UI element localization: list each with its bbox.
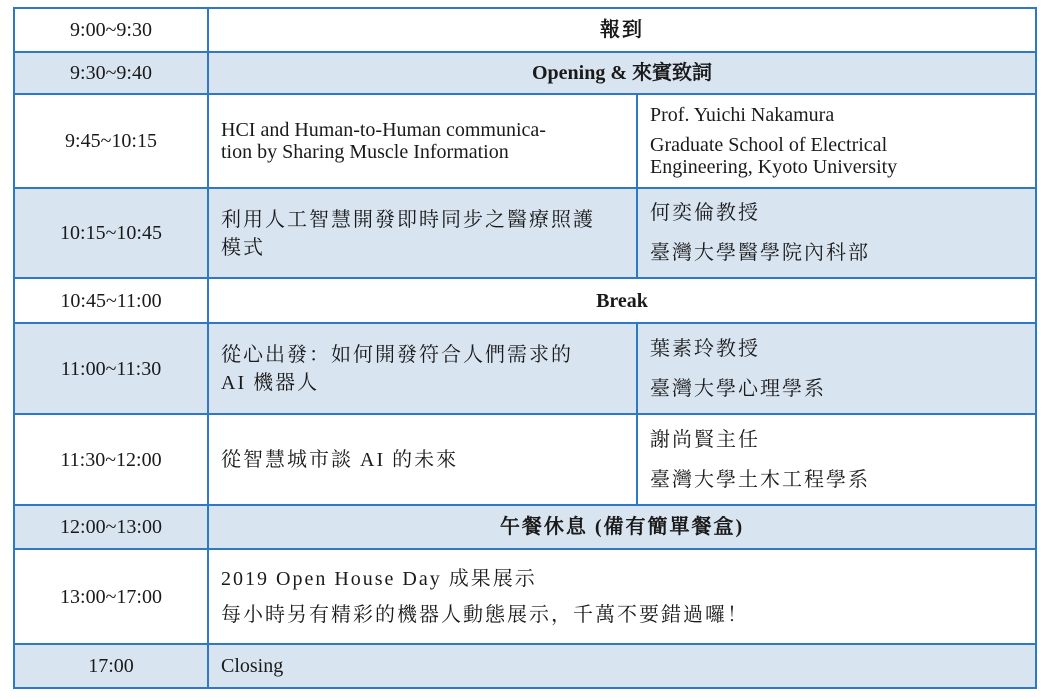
speaker-name: 謝尚賢主任 bbox=[650, 428, 760, 451]
agenda-row-talk bbox=[14, 188, 1036, 278]
agenda-row-talk bbox=[14, 323, 1036, 414]
speaker-name: 葉素玲教授 bbox=[650, 337, 760, 360]
speaker-cell bbox=[637, 323, 1036, 414]
agenda-row-talk bbox=[14, 94, 1036, 188]
talk-title-line: 利用人工智慧開發即時同步之醫療照護 bbox=[221, 209, 595, 231]
talk-title-cell bbox=[208, 323, 637, 414]
speaker-name: 何奕倫教授 bbox=[650, 202, 760, 224]
time-cell: 13:00~17:00 bbox=[14, 549, 208, 644]
time-cell: 11:30~12:00 bbox=[14, 414, 208, 505]
open-house-line: 2019 Open House Day 成果展示 bbox=[221, 567, 537, 590]
talk-title-cell: 從智慧城市談 AI 的未來 bbox=[208, 414, 637, 505]
time-cell: 12:00~13:00 bbox=[14, 505, 208, 549]
speaker-cell bbox=[637, 414, 1036, 505]
speaker-cell bbox=[637, 94, 1036, 188]
agenda-row-checkin bbox=[14, 8, 1036, 52]
speaker-affiliation: 臺灣大學土木工程學系 bbox=[650, 468, 870, 491]
open-house-cell bbox=[208, 549, 1036, 644]
speaker-name: Prof. Yuichi Nakamura bbox=[650, 104, 835, 126]
event-cell: 午餐休息 (備有簡單餐盒) bbox=[208, 505, 1036, 549]
agenda-row-talk bbox=[14, 414, 1036, 505]
speaker-affiliation-line: Graduate School of Electrical bbox=[650, 134, 888, 156]
time-cell: 17:00 bbox=[14, 644, 208, 688]
talk-title-line: AI 機器人 bbox=[221, 372, 320, 394]
open-house-line: 每小時另有精彩的機器人動態展示，千萬不要錯過囉！ bbox=[221, 603, 749, 626]
agenda-row-closing bbox=[14, 644, 1036, 688]
talk-title-line: 從心出發：如何開發符合人們需求的 bbox=[221, 344, 573, 366]
speaker-affiliation: 臺灣大學心理學系 bbox=[650, 377, 826, 400]
closing-cell: Closing bbox=[208, 644, 1036, 688]
time-cell: 11:00~11:30 bbox=[14, 323, 208, 414]
time-cell: 9:00~9:30 bbox=[14, 8, 208, 52]
event-cell: 報到 bbox=[208, 8, 1036, 52]
talk-title-cell bbox=[208, 94, 637, 188]
speaker-affiliation: 臺灣大學醫學院內科部 bbox=[650, 242, 870, 264]
time-cell: 10:15~10:45 bbox=[14, 188, 208, 278]
agenda-row-open-house bbox=[14, 549, 1036, 644]
event-cell: Break bbox=[208, 278, 1036, 323]
agenda-row-opening bbox=[14, 52, 1036, 94]
event-cell: Opening & 來賓致詞 bbox=[208, 52, 1036, 94]
talk-title-cell bbox=[208, 188, 637, 278]
talk-title-line: HCI and Human-to-Human communica- bbox=[221, 119, 546, 141]
speaker-cell bbox=[637, 188, 1036, 278]
speaker-affiliation-line: Engineering, Kyoto University bbox=[650, 156, 898, 178]
time-cell: 9:45~10:15 bbox=[14, 94, 208, 188]
agenda-row-lunch bbox=[14, 505, 1036, 549]
agenda-table bbox=[13, 7, 1037, 689]
talk-title-line: tion by Sharing Muscle Information bbox=[221, 141, 509, 163]
agenda-row-break bbox=[14, 278, 1036, 323]
time-cell: 9:30~9:40 bbox=[14, 52, 208, 94]
talk-title-line: 模式 bbox=[221, 237, 265, 259]
time-cell: 10:45~11:00 bbox=[14, 278, 208, 323]
